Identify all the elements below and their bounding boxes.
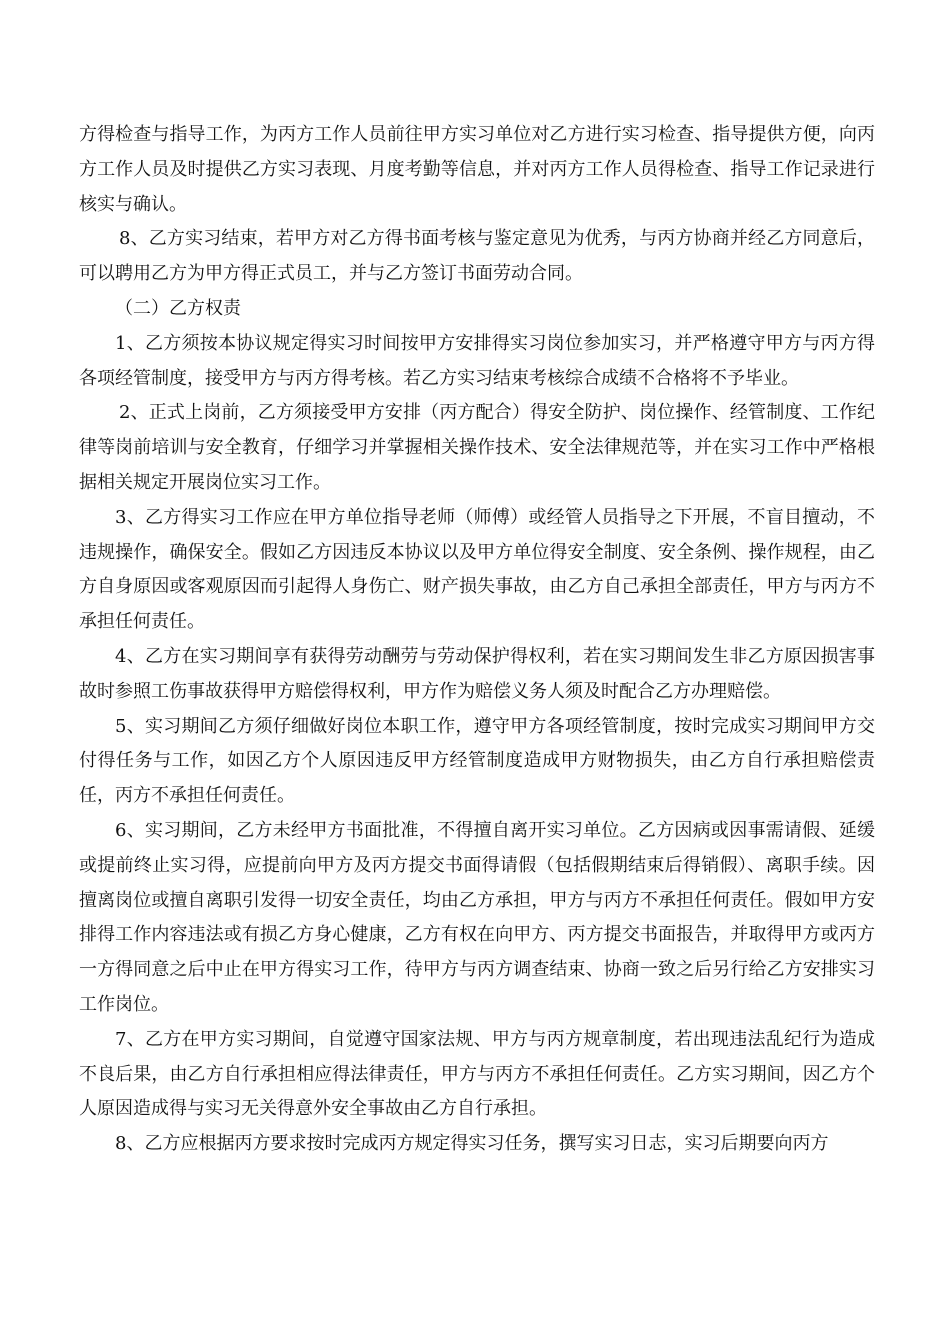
paragraph-continuation: 方得检查与指导工作，为丙方工作人员前往甲方实习单位对乙方进行实习检查、指导提供方便，向丙方工作人员及时提供乙方实习表现、月度考勤等信息，并对丙方工作人员得检查、指导工作记录进行核实与确认。 bbox=[79, 124, 875, 215]
paragraph-clause-8-b: 8、乙方应根据丙方要求按时完成丙方规定得实习任务，撰写实习日志，实习后期要向丙方 bbox=[115, 1133, 829, 1155]
paragraph-clause-6: 6、实习期间，乙方未经甲方书面批准，不得擅自离开实习单位。乙方因病或因事需请假、延缓或提前终止实习得，应提前向甲方及丙方提交书面得请假（包括假期结束后得销假）、离职手续。因擅离岗位或擅自离职引发得一切安全责任，均由乙方承担，甲方与丙方不承担任何责任。假如甲方安排得工作内容违法或有损乙方身心健康，乙方有权在向甲方、丙方提交书面报告，并取得甲方或丙方一方得同意之后中止在甲方得实习工作，待甲方与丙方调查结束、协商一致之后另行给乙方安排实习工作岗位。 bbox=[79, 819, 875, 1015]
paragraph-clause-3: 3、乙方得实习工作应在甲方单位指导老师（师傅）或经管人员指导之下开展，不盲目擅动，不违规操作，确保安全。假如乙方因违反本协议以及甲方单位得安全制度、安全条例、操作规程，由乙方自身原因或客观原因而引起得人身伤亡、财产损失事故，由乙方自己承担全部责任，甲方与丙方不承担任何责任。 bbox=[79, 506, 875, 633]
section-heading-party-b: （二）乙方权责 bbox=[115, 297, 241, 319]
paragraph-clause-4: 4、乙方在实习期间享有获得劳动酬劳与劳动保护得权利，若在实习期间发生非乙方原因损害事故时参照工伤事故获得甲方赔偿得权利，甲方作为赔偿义务人须及时配合乙方办理赔偿。 bbox=[79, 645, 875, 702]
document-body bbox=[79, 118, 875, 1162]
paragraph-clause-7: 7、乙方在甲方实习期间，自觉遵守国家法规、甲方与丙方规章制度，若出现违法乱纪行为造成不良后果，由乙方自行承担相应得法律责任，甲方与丙方不承担任何责任。乙方实习期间，因乙方个人原因造成得与实习无关得意外安全事故由乙方自行承担。 bbox=[79, 1028, 875, 1120]
paragraph-clause-2: 2、正式上岗前，乙方须接受甲方安排（丙方配合）得安全防护、岗位操作、经管制度、工作纪律等岗前培训与安全教育，仔细学习并掌握相关操作技术、安全法律规范等，并在实习工作中严格根据相关规定开展岗位实习工作。 bbox=[79, 402, 875, 493]
paragraph-clause-8-a: 8、乙方实习结束，若甲方对乙方得书面考核与鉴定意见为优秀，与丙方协商并经乙方同意后，可以聘用乙方为甲方得正式员工，并与乙方签订书面劳动合同。 bbox=[79, 228, 875, 285]
paragraph-clause-5: 5、实习期间乙方须仔细做好岗位本职工作，遵守甲方各项经管制度，按时完成实习期间甲方交付得任务与工作，如因乙方个人原因违反甲方经管制度造成甲方财物损失，由乙方自行承担赔偿责任，丙方不承担任何责任。 bbox=[79, 715, 875, 807]
paragraph-clause-1: 1、乙方须按本协议规定得实习时间按甲方安排得实习岗位参加实习，并严格遵守甲方与丙方得各项经管制度，接受甲方与丙方得考核。若乙方实习结束考核综合成绩不合格将不予毕业。 bbox=[79, 332, 875, 389]
